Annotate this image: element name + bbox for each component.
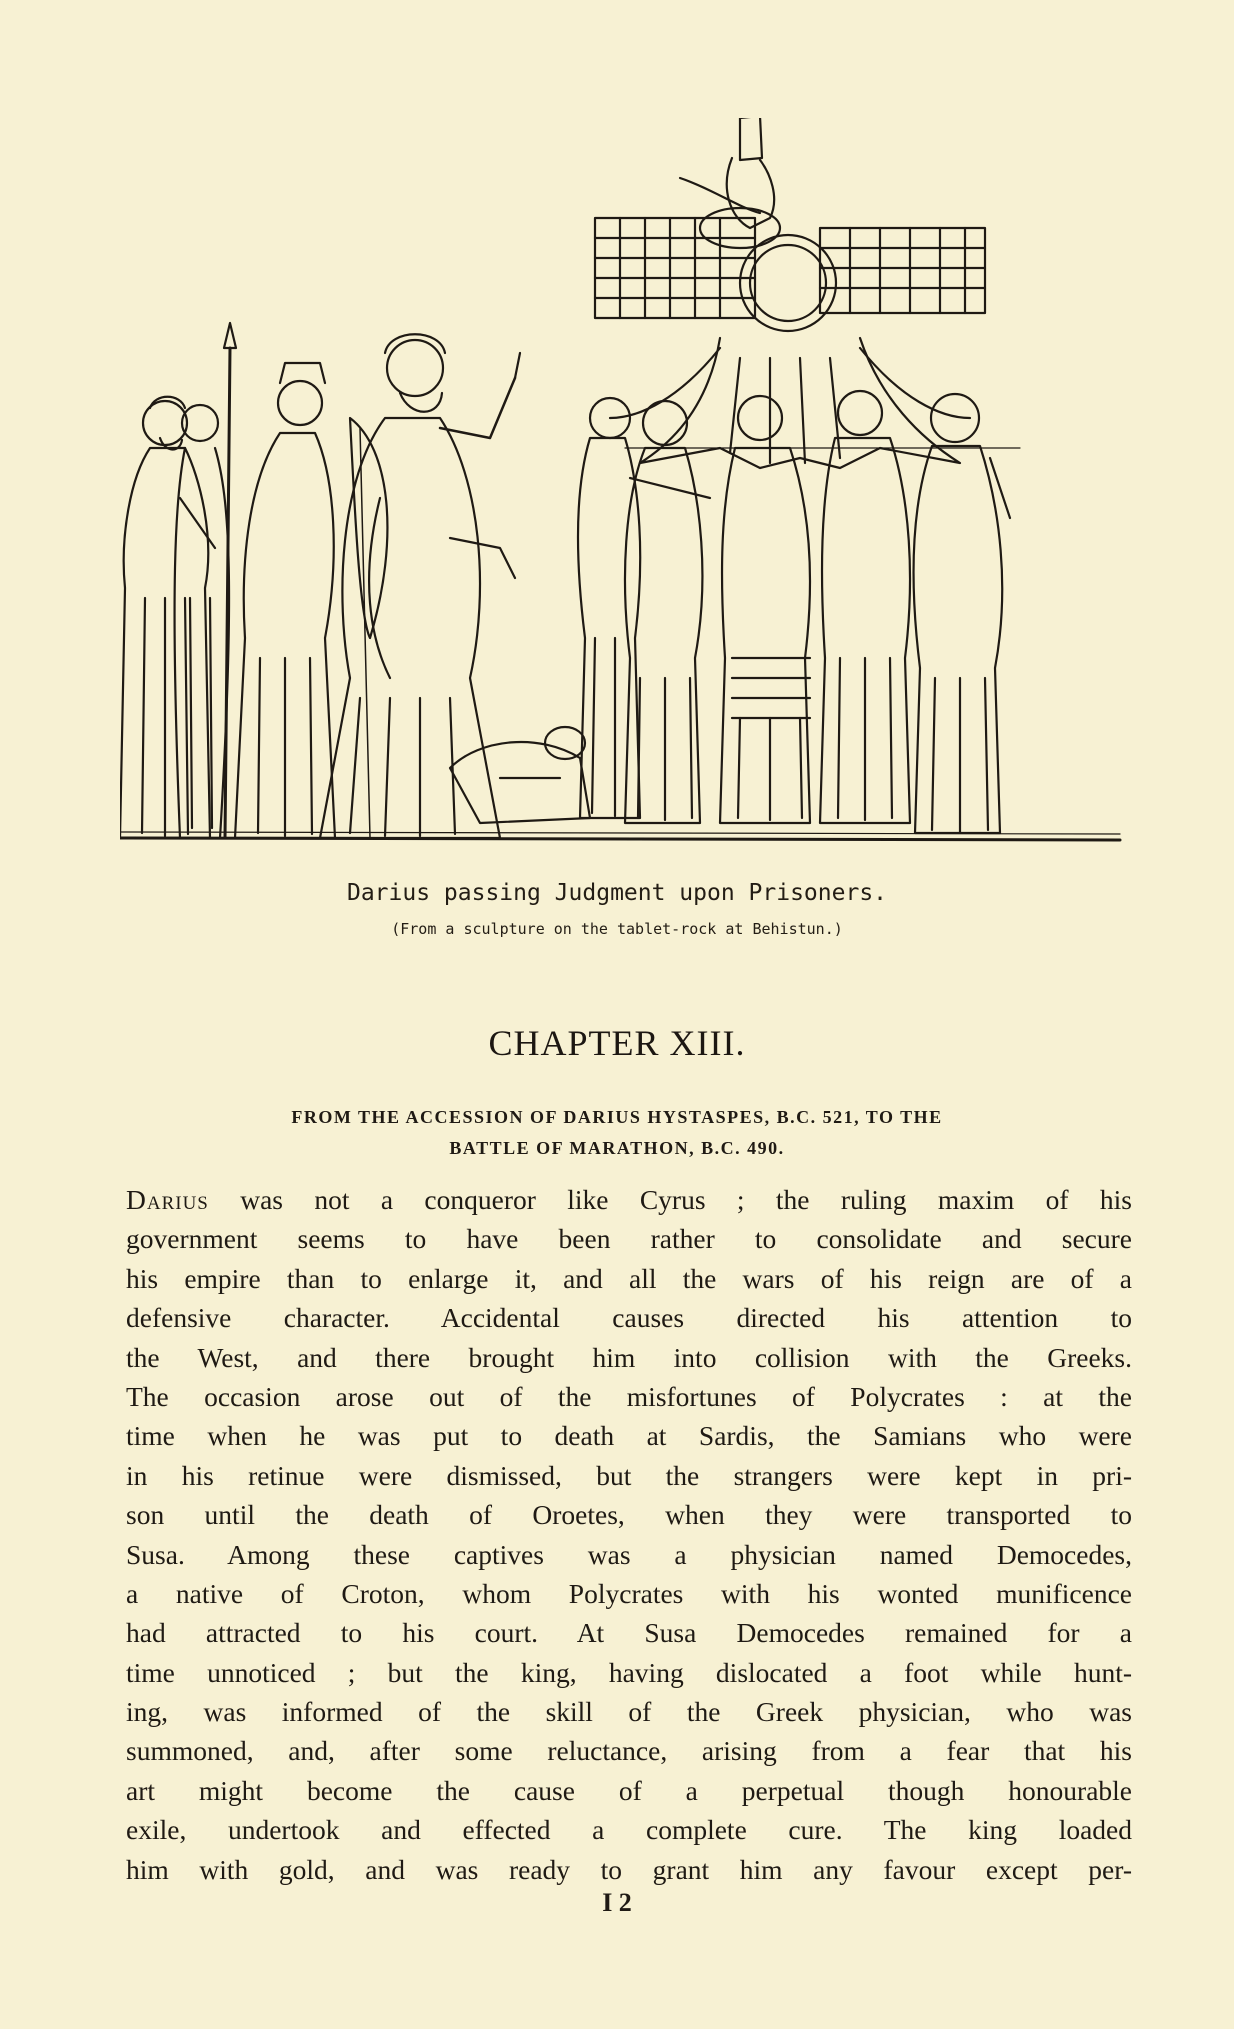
body-line: defensive character. Accidental causes directed his attention to xyxy=(126,1302,1132,1334)
body-paragraph xyxy=(126,1180,1132,1889)
bow-bearer-figure xyxy=(235,363,387,838)
body-line: government seems to have been rather to consolidate and secure xyxy=(126,1223,1132,1255)
body-line: ing, was informed of the skill of the Greek physician, who was xyxy=(126,1696,1132,1728)
chapter-subtitle xyxy=(175,1102,1059,1164)
body-line: The occasion arose out of the misfortunes of Polycrates : at the xyxy=(126,1380,1132,1412)
chapter-subtitle-line-1: FROM THE ACCESSION OF DARIUS HYSTASPES, B.C. 521, TO THE xyxy=(291,1107,943,1127)
body-line: in his retinue were dismissed, but the strangers were kept in pri- xyxy=(126,1459,1132,1491)
lead-word: Darius xyxy=(126,1184,209,1215)
body-line: exile, undertook and effected a complete cure. The king loaded xyxy=(126,1814,1132,1846)
body-line: art might become the cause of a perpetual though honourable xyxy=(126,1774,1132,1806)
body-line: son until the death of Oroetes, when they were transported to xyxy=(126,1499,1132,1531)
body-line: the West, and there brought him into collision with the Greeks. xyxy=(126,1341,1132,1373)
body-line: time unnoticed ; but the king, having dislocated a foot while hunt- xyxy=(126,1656,1132,1688)
body-line: Susa. Among these captives was a physician named Democedes, xyxy=(126,1538,1132,1570)
behistun-relief-drawing xyxy=(120,118,1140,858)
body-line: his empire than to enlarge it, and all the wars of his reign are of a xyxy=(126,1262,1132,1294)
body-line: Darius was not a conqueror like Cyrus ; the ruling maxim of his xyxy=(126,1184,1132,1215)
prostrate-prisoner-figure xyxy=(450,727,590,823)
engraving-illustration xyxy=(120,118,1140,858)
figure-source-note: (From a sculpture on the tablet-rock at Behistun.) xyxy=(391,920,843,938)
king-darius-figure xyxy=(320,334,520,838)
page-signature-mark: I 2 xyxy=(602,1888,632,1917)
winged-disc-figure xyxy=(595,118,985,468)
body-line: time when he was put to death at Sardis, the Samians who were xyxy=(126,1420,1132,1452)
body-line: summoned, and, after some reluctance, arising from a fear that his xyxy=(126,1735,1132,1767)
chapter-subtitle-line-2: BATTLE OF MARATHON, B.C. 490. xyxy=(449,1138,785,1158)
body-line: had attracted to his court. At Susa Democedes remained for a xyxy=(126,1617,1132,1649)
figure-caption: Darius passing Judgment upon Prisoners. xyxy=(346,880,888,906)
body-line: him with gold, and was ready to grant him any favour except per- xyxy=(126,1853,1132,1885)
body-line: a native of Croton, whom Polycrates with his wonted munificence xyxy=(126,1577,1132,1609)
attendant-figure-left xyxy=(120,397,215,838)
chapter-title: CHAPTER XIII. xyxy=(488,1023,746,1063)
